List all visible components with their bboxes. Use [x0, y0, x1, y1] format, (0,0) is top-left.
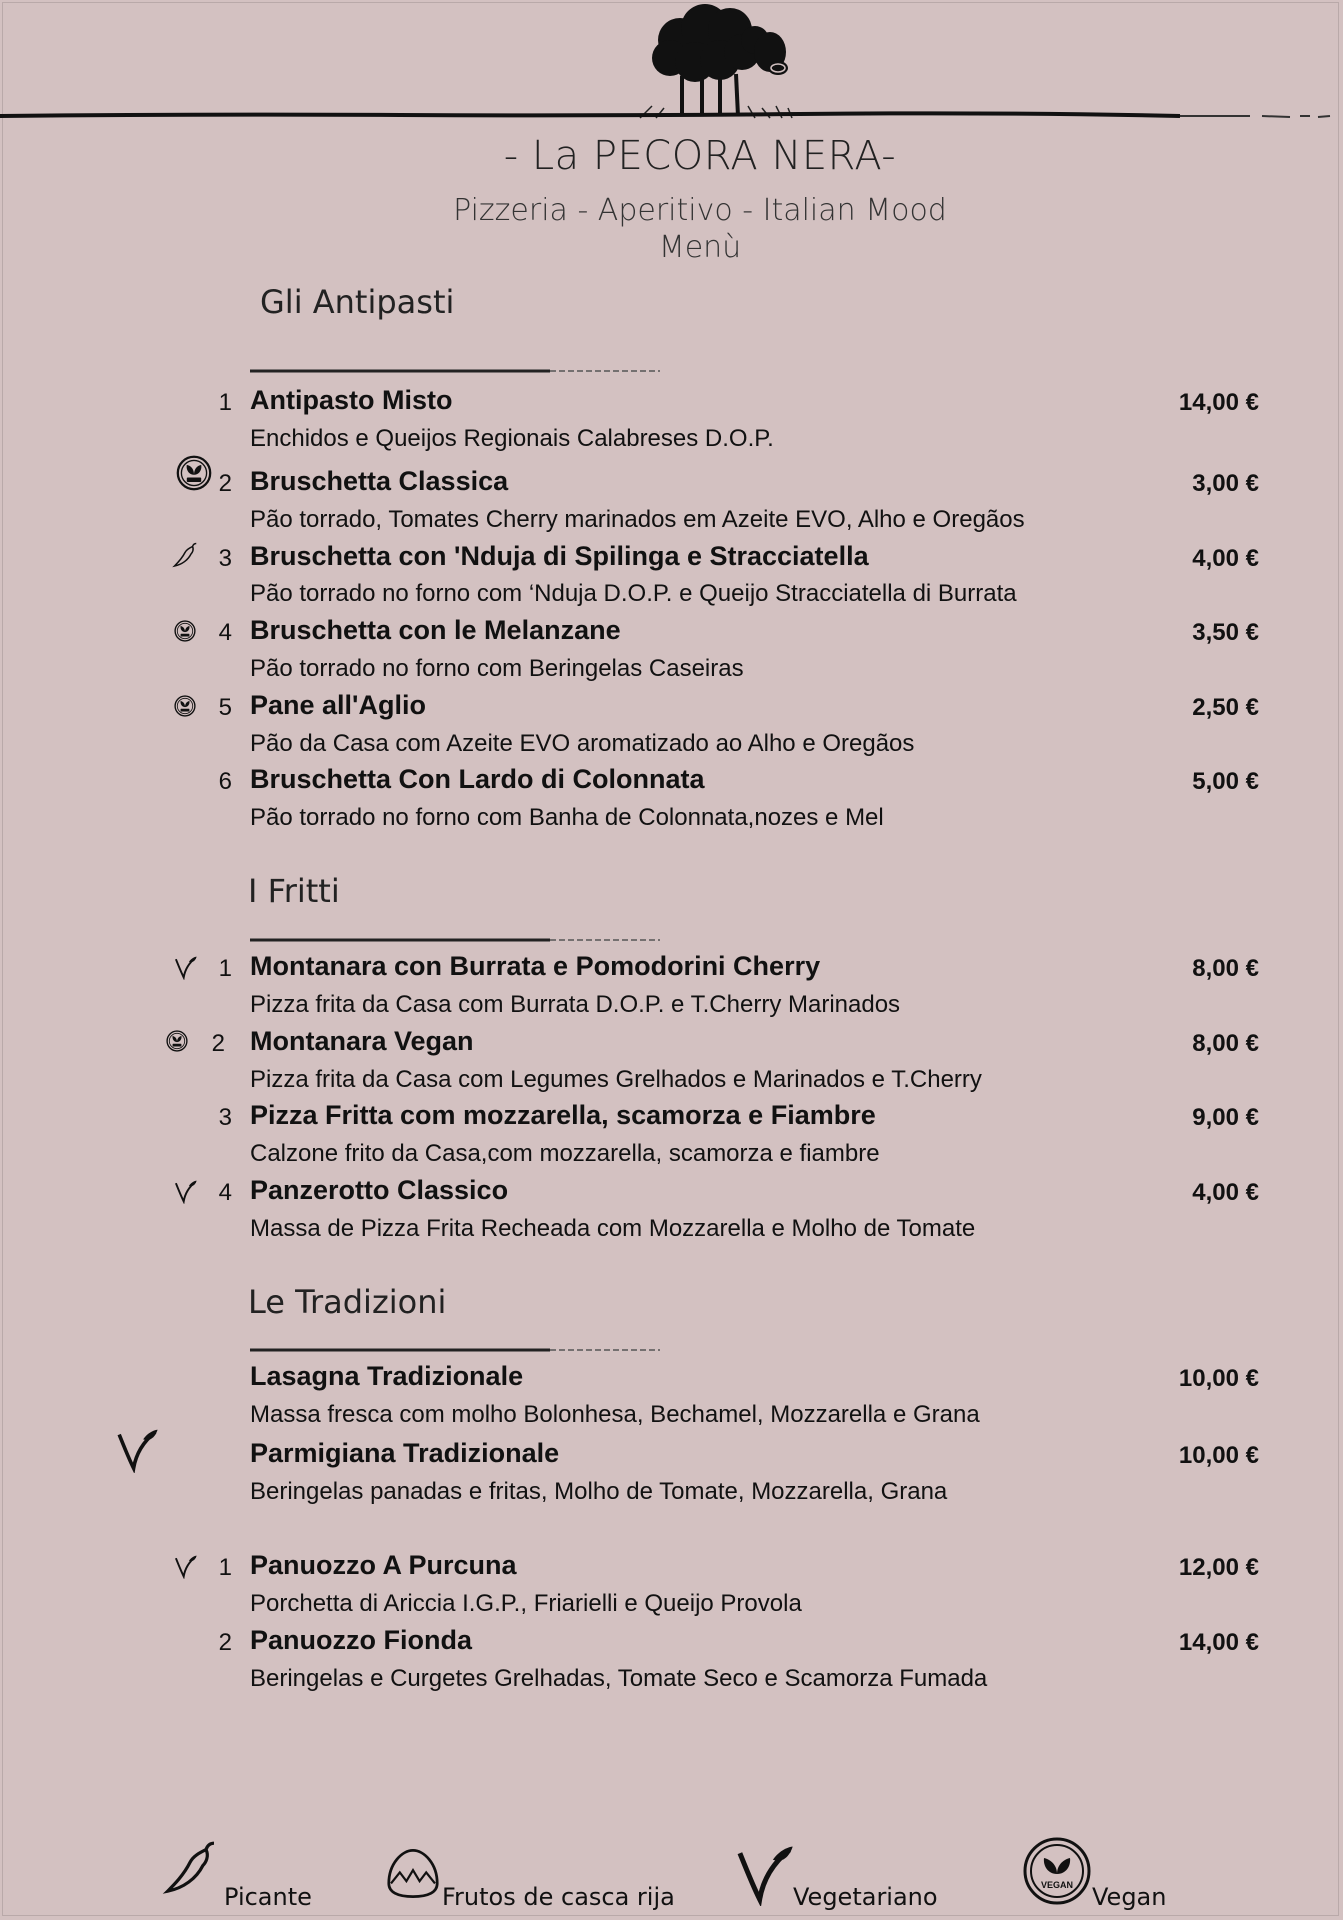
- item-description: Calzone frito da Casa,com mozzarella, scamorza e fiambre: [250, 1140, 880, 1167]
- item-name: Panuozzo Fionda: [250, 1625, 472, 1655]
- item-name: Montanara con Burrata e Pomodorini Cherry: [250, 951, 821, 981]
- legend-label-vegan: Vegan: [1092, 1883, 1167, 1911]
- nut-icon: [380, 1846, 446, 1901]
- vegetarian-icon: [172, 1178, 198, 1204]
- vegetarian-icon: [730, 1840, 796, 1906]
- item-name: Panzerotto Classico: [250, 1175, 509, 1205]
- item-description: Pizza frita da Casa com Burrata D.O.P. e T.Cherry Marinados: [250, 991, 901, 1018]
- vegan-icon: [166, 1030, 188, 1052]
- section-title-antipasti: Gli Antipasti: [260, 283, 455, 321]
- item-name: Bruschetta con 'Nduja di Spilinga e Stracciatella: [250, 541, 869, 571]
- item-name: Lasagna Tradizionale: [250, 1361, 524, 1391]
- item-number: 3: [218, 1104, 232, 1131]
- item-price: 4,00 €: [1192, 1179, 1259, 1206]
- section-title-fritti: I Fritti: [248, 872, 340, 910]
- item-number: 4: [218, 619, 232, 646]
- item-name: Antipasto Misto: [250, 385, 453, 415]
- item-name: Bruschetta Con Lardo di Colonnata: [250, 764, 705, 794]
- item-number: 2: [218, 1629, 232, 1656]
- item-name: Pizza Fritta com mozzarella, scamorza e Fiambre: [250, 1100, 876, 1130]
- item-price: 10,00 €: [1178, 1442, 1259, 1469]
- sheep-logo-icon: [620, 0, 810, 122]
- item-number: 2: [211, 1030, 225, 1057]
- item-number: 6: [218, 768, 232, 795]
- item-price: 10,00 €: [1178, 1365, 1259, 1392]
- item-description: Massa fresca com molho Bolonhesa, Bechamel, Mozzarella e Grana: [250, 1401, 980, 1428]
- item-price: 3,50 €: [1192, 619, 1259, 646]
- item-number: 5: [218, 694, 232, 721]
- vegetarian-icon: [172, 1553, 198, 1579]
- section-divider: [250, 937, 660, 943]
- item-description: Pizza frita da Casa com Legumes Grelhados e Marinados e T.Cherry: [250, 1066, 982, 1093]
- item-number: 2: [218, 470, 232, 497]
- vegan-icon: [174, 695, 196, 717]
- legend-label-vegetariano: Vegetariano: [793, 1883, 938, 1911]
- item-number: 1: [218, 955, 232, 982]
- item-name: Montanara Vegan: [250, 1026, 474, 1056]
- item-name: Pane all'Aglio: [250, 690, 426, 720]
- item-number: 1: [218, 389, 232, 416]
- item-description: Porchetta di Ariccia I.G.P., Friarielli e Queijo Provola: [250, 1590, 802, 1617]
- item-description: Beringelas e Curgetes Grelhadas, Tomate Seco e Scamorza Fumada: [250, 1665, 988, 1692]
- section-divider: [250, 1347, 660, 1353]
- menu-label: Menù: [658, 230, 742, 265]
- chili-icon: [158, 1840, 222, 1904]
- section-divider: [250, 368, 660, 374]
- section-title-tradizioni: Le Tradizioni: [248, 1283, 447, 1321]
- item-name: Bruschetta Classica: [250, 466, 509, 496]
- vegetarian-icon: [112, 1425, 160, 1473]
- item-number: 1: [218, 1554, 232, 1581]
- item-description: Pão torrado no forno com ‘Nduja D.O.P. e Queijo Stracciatella di Burrata: [250, 580, 1017, 607]
- item-name: Panuozzo A Purcuna: [250, 1550, 517, 1580]
- item-price: 8,00 €: [1192, 955, 1259, 982]
- item-description: Massa de Pizza Frita Recheada com Mozzarella e Molho de Tomate: [250, 1215, 976, 1242]
- item-name: Parmigiana Tradizionale: [250, 1438, 560, 1468]
- vegan-badge-text: VEGAN: [1040, 1880, 1074, 1890]
- restaurant-subtitle: Pizzeria - Aperitivo - Italian Mood: [453, 193, 947, 228]
- vegan-icon: [1022, 1836, 1092, 1906]
- item-name: Bruschetta con le Melanzane: [250, 615, 621, 645]
- item-price: 8,00 €: [1192, 1030, 1259, 1057]
- item-number: 4: [218, 1179, 232, 1206]
- item-price: 4,00 €: [1192, 545, 1259, 572]
- item-number: 3: [218, 545, 232, 572]
- legend-label-picante: Picante: [224, 1883, 312, 1911]
- item-description: Beringelas panadas e fritas, Molho de Tomate, Mozzarella, Grana: [250, 1478, 948, 1505]
- item-price: 14,00 €: [1178, 389, 1259, 416]
- item-price: 14,00 €: [1178, 1629, 1259, 1656]
- item-description: Enchidos e Queijos Regionais Calabreses D.O.P.: [250, 425, 774, 452]
- item-description: Pão torrado no forno com Banha de Colonnata,nozes e Mel: [250, 804, 884, 831]
- item-description: Pão torrado, Tomates Cherry marinados em Azeite EVO, Alho e Oregãos: [250, 506, 1025, 533]
- item-price: 2,50 €: [1192, 694, 1259, 721]
- item-price: 5,00 €: [1192, 768, 1259, 795]
- vegan-icon: [174, 620, 196, 642]
- item-description: Pão torrado no forno com Beringelas Caseiras: [250, 655, 744, 682]
- item-price: 12,00 €: [1178, 1554, 1259, 1581]
- chili-icon: [170, 542, 200, 572]
- restaurant-title: - La PECORA NERA-: [503, 133, 897, 179]
- item-price: 3,00 €: [1192, 470, 1259, 497]
- item-price: 9,00 €: [1192, 1104, 1259, 1131]
- item-description: Pão da Casa com Azeite EVO aromatizado ao Alho e Oregãos: [250, 730, 915, 757]
- vegetarian-icon: [172, 954, 198, 980]
- ground-line: [0, 108, 1343, 122]
- legend-label-nuts: Frutos de casca rija: [442, 1883, 675, 1911]
